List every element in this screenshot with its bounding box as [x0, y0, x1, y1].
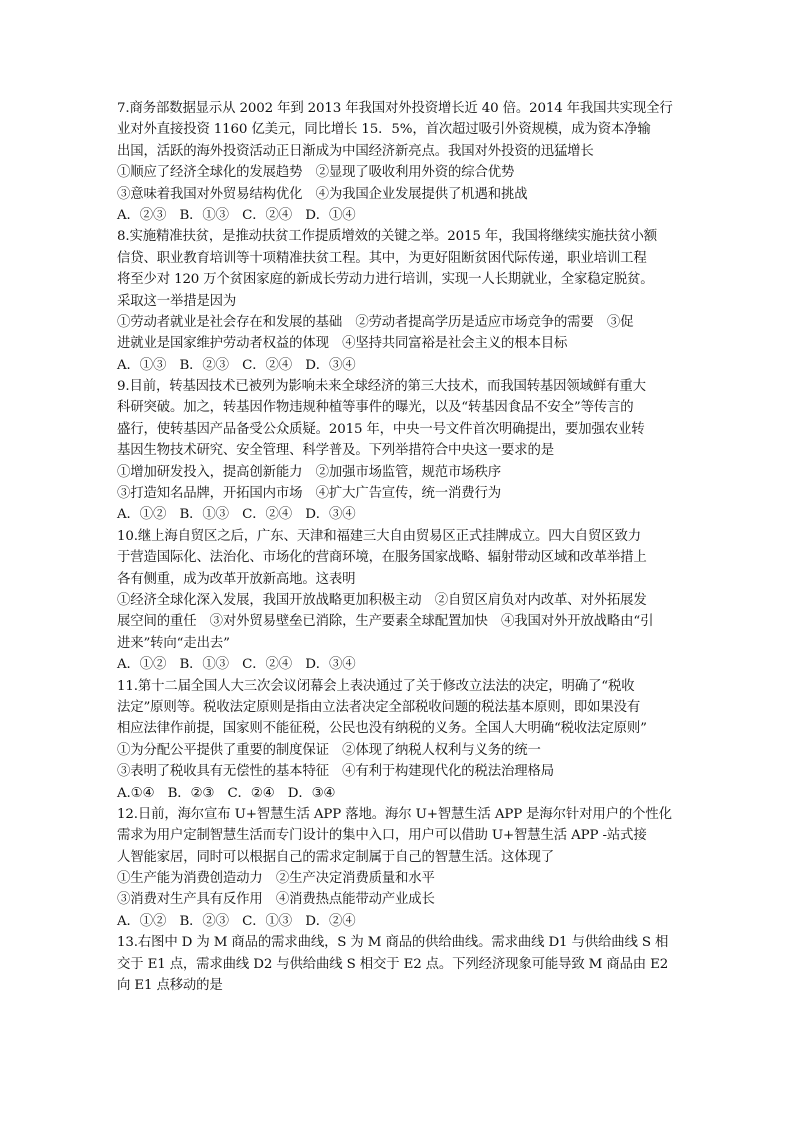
question-8-answer-choices: A．①③ B．②③ C．②④ D．③④ [117, 357, 356, 373]
question-12-option-line-1: ①生产能为消费创造动力 ②生产决定消费质量和水平 [117, 871, 435, 887]
question-7-option-line-1: ①顺应了经济全球化的发展趋势 ②显现了吸收利用外资的综合优势 [117, 165, 515, 181]
question-12-option-line-2: ③消费对生产具有反作用 ④消费热点能带动产业成长 [117, 892, 435, 908]
question-7-answer-choices: A．②③ B．①③ C．②④ D．①④ [117, 207, 356, 223]
question-9-line-1: 9.目前，转基因技术已被列为影响未来全球经济的第三大技术，而我国转基因领域鲜有重大 [117, 379, 646, 395]
question-13-line-3: 向 E1 点移动的是 [117, 978, 223, 994]
question-11-line-1: 11.第十二届全国人大三次会议闭幕会上表决通过了关于修改立法法的决定，明确了“税收 [117, 678, 635, 694]
question-10-line-3: 各有侧重，成为改革开放新高地。这表明 [117, 571, 356, 587]
question-9-answer-choices: A．①② B．①③ C．②④ D．③④ [117, 507, 356, 523]
question-9-option-line-1: ①增加研发投入，提高创新能力 ②加强市场监管，规范市场秩序 [117, 464, 501, 480]
question-13 [117, 932, 677, 996]
question-9-option-line-2: ③打造知名品牌，开拓国内市场 ④扩大广告宣传，统一消费行为 [117, 486, 501, 502]
question-10-answer-choices: A．①② B．①③ C．②④ D．③④ [117, 657, 356, 673]
question-11 [117, 676, 677, 804]
question-12-answer-choices: A．①② B．②③ C．①③ D．②④ [117, 913, 356, 929]
question-10 [117, 526, 677, 676]
question-7-line-2: 业对外直接投资 1160 亿美元，同比增长 15．5%，首次超过吸引外资规模，成为资本净输 [117, 122, 651, 138]
question-10-option-line-1: ①经济全球化深入发展，我国开放战略更加积极主动 ②自贸区肩负对内改革、对外拓展发 [117, 592, 647, 608]
question-8-line-3: 将至少对 120 万个贫困家庭的新成长劳动力进行培训，实现一人长期就业，全家稳定脱贫。 [117, 272, 654, 288]
question-7-option-line-2: ③意味着我国对外贸易结构优化 ④为我国企业发展提供了机遇和挑战 [117, 186, 528, 202]
question-9-line-3: 盛行，使转基因产品备受公众质疑。2015 年，中央一号文件首次明确提出，要加强农业转 [117, 421, 645, 437]
question-12-line-2: 需求为用户定制智慧生活而专门设计的集中入口，用户可以借助 U+智慧生活 APP -站式接 [117, 828, 647, 844]
question-13-line-2: 交于 E1 点，需求曲线 D2 与供给曲线 S 相交于 E2 点。下列经济现象可能导致 M 商品由 E2 [117, 956, 669, 972]
question-11-option-line-2: ③表明了税收具有无偿性的基本特征 ④有利于构建现代化的税法治理格局 [117, 764, 554, 780]
question-8-line-1: 8.实施精准扶贫，是推动扶贫工作提质增效的关键之举。2015 年，我国将继续实施扶贫小额 [117, 229, 657, 245]
question-9-line-2: 科研突破。加之，转基因作物违规种植等事件的曝光，以及“转基因食品不安全”等传言的 [117, 400, 634, 416]
question-12-line-3: 人智能家居，同时可以根据自己的需求定制属于自己的智慧生活。这体现了 [117, 849, 554, 865]
question-11-line-3: 相应法律作前提，国家则不能征税，公民也没有纳税的义务。全国人大明确“税收法定原则” [117, 721, 647, 737]
question-8-line-4: 采取这一举措是因为 [117, 293, 237, 309]
question-10-line-1: 10.继上海自贸区之后，广东、天津和福建三大自由贸易区正式挂牌成立。四大自贸区致力 [117, 528, 641, 544]
question-9 [117, 376, 677, 526]
question-8 [117, 226, 677, 376]
question-11-answer-choices: A.①④ B．②③ C．②④ D．③④ [117, 785, 336, 801]
question-7-line-3: 出国，活跃的海外投资活动正日渐成为中国经济新亮点。我国对外投资的迅猛增长 [117, 143, 594, 159]
question-12-line-1: 12.日前，海尔宣布 U+智慧生活 APP 落地。海尔 U+智慧生活 APP 是海尔针对用户的个性化 [117, 806, 672, 822]
document-page [117, 98, 677, 996]
question-10-line-2: 于营造国际化、法治化、市场化的营商环境，在服务国家战略、辐射带动区域和改革举措上 [117, 550, 647, 566]
question-10-option-line-3: 进来”转向“走出去” [117, 635, 230, 651]
question-9-line-4: 基因生物技术研究、安全管理、科学普及。下列举措符合中央这一要求的是 [117, 443, 554, 459]
question-10-option-line-2: 展空间的重任 ③对外贸易壁垒已消除，生产要素全球配置加快 ④我国对外开放战略由“引 [117, 614, 654, 630]
question-8-line-2: 信贷、职业教育培训等十项精准扶贫工程。其中，为更好阻断贫困代际传递，职业培训工程 [117, 250, 647, 266]
question-7 [117, 98, 677, 226]
question-8-option-line-2: 进就业是国家维护劳动者权益的体现 ④坚持共同富裕是社会主义的根本目标 [117, 336, 568, 352]
question-11-line-2: 法定”原则等。税收法定原则是指由立法者决定全部税收问题的税法基本原则，即如果没有 [117, 699, 641, 715]
question-12 [117, 804, 677, 932]
question-7-line-1: 7.商务部数据显示从 2002 年到 2013 年我国对外投资增长近 40 倍。2014 年我国共实现全行 [117, 101, 673, 116]
question-8-option-line-1: ①劳动者就业是社会存在和发展的基础 ②劳动者提高学历是适应市场竞争的需要 ③促 [117, 314, 634, 330]
question-11-option-line-1: ①为分配公平提供了重要的制度保证 ②体现了纳税人权利与义务的统一 [117, 742, 541, 758]
question-13-line-1: 13.右图中 D 为 M 商品的需求曲线，S 为 M 商品的供给曲线。需求曲线 D1 与供给曲线 S 相 [117, 935, 669, 951]
